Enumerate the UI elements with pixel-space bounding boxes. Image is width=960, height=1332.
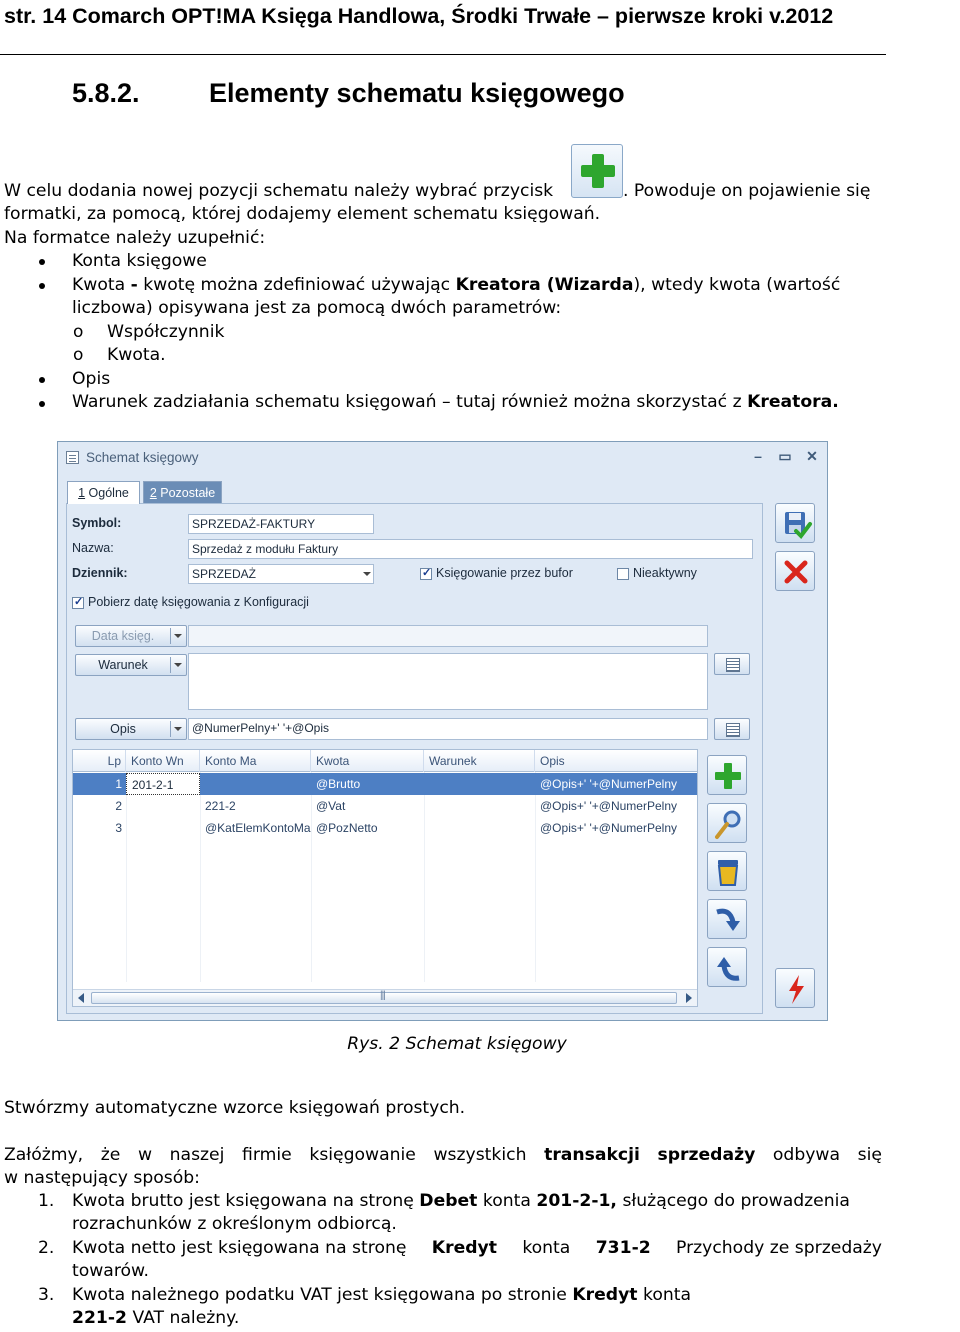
close-icon[interactable]: ✕ bbox=[806, 448, 818, 464]
intro-line2: formatki, za pomocą, której dodajemy element schematu księgowań. bbox=[4, 204, 601, 224]
cell-kwota[interactable]: @Vat bbox=[316, 799, 346, 813]
move-up-button[interactable] bbox=[707, 947, 747, 987]
lightning-icon bbox=[776, 969, 816, 1009]
cancel-button[interactable] bbox=[775, 551, 815, 591]
warunek-wizard-icon[interactable] bbox=[714, 653, 750, 675]
chevron-down-icon bbox=[174, 663, 182, 667]
plus-icon bbox=[708, 756, 748, 796]
delete-row-button[interactable] bbox=[707, 851, 747, 891]
scroll-thumb[interactable] bbox=[91, 992, 677, 1004]
body-p1: Stwórzmy automatyczne wzorce księgowań prostych. bbox=[4, 1098, 466, 1118]
symbol-label: Symbol: bbox=[72, 516, 122, 530]
bullet-opis: Opis bbox=[72, 369, 111, 389]
scroll-right-icon[interactable] bbox=[686, 993, 692, 1003]
sub-kwota: Kwota. bbox=[107, 345, 166, 365]
cell-kwota[interactable]: @PozNetto bbox=[316, 821, 378, 835]
cell-lp: 1 bbox=[115, 777, 122, 791]
save-icon bbox=[776, 504, 816, 544]
nieaktywny-checkbox[interactable] bbox=[617, 568, 629, 580]
list-item-3-line2: 221-2 VAT należny. bbox=[72, 1308, 240, 1328]
symbol-field[interactable]: SPRZEDAŻ-FAKTURY bbox=[188, 514, 374, 534]
table-row[interactable] bbox=[73, 773, 697, 795]
bullet-dot bbox=[39, 377, 45, 383]
section-number: 5.8.2. bbox=[72, 78, 140, 108]
minimize-icon[interactable]: – bbox=[754, 448, 762, 464]
list-number: 1. bbox=[38, 1191, 55, 1211]
bullet-warunek: Warunek zadziałania schematu księgowań – tutaj również można skorzystać z Kreatora. bbox=[72, 392, 839, 412]
window-title: Schemat księgowy bbox=[86, 450, 199, 465]
dziennik-select[interactable]: SPRZEDAŻ bbox=[188, 564, 374, 584]
bullet-dot bbox=[39, 259, 45, 265]
add-row-button[interactable] bbox=[707, 755, 747, 795]
bufor-label: Księgowanie przez bufor bbox=[436, 566, 573, 580]
trash-icon bbox=[708, 852, 748, 892]
list-item-3-line1: Kwota należnego podatku VAT jest księgowana po stronie Kredyt konta bbox=[72, 1285, 692, 1305]
cell-lp: 3 bbox=[115, 821, 122, 835]
chevron-down-icon bbox=[174, 634, 182, 638]
dziennik-label: Dziennik: bbox=[72, 566, 128, 580]
list-number: 3. bbox=[38, 1285, 55, 1305]
action-button[interactable] bbox=[775, 968, 815, 1008]
cell-opis[interactable]: @Opis+' '+@NumerPelny bbox=[540, 777, 677, 791]
col-warunek[interactable]: Warunek bbox=[424, 750, 535, 772]
tab-ogolne[interactable]: 1 Ogólne bbox=[67, 481, 140, 504]
scroll-left-icon[interactable] bbox=[78, 993, 84, 1003]
header-rule bbox=[0, 54, 886, 55]
cell-konto-wn[interactable]: 201-2-1 bbox=[126, 773, 200, 795]
grid-header bbox=[73, 750, 697, 772]
cell-lp: 2 bbox=[115, 799, 122, 813]
list-item-2-line2: towarów. bbox=[72, 1261, 149, 1281]
figure-caption: Rys. 2 Schemat księgowy bbox=[347, 1034, 567, 1054]
cell-warunek[interactable] bbox=[424, 795, 535, 817]
pobierz-date-label: Pobierz datę księgowania z Konfiguracji bbox=[88, 595, 309, 609]
intro-line1-b: . Powoduje on pojawienie się bbox=[623, 181, 871, 201]
add-button-inline-icon bbox=[571, 144, 623, 198]
bullet-dot bbox=[39, 283, 45, 289]
bullet-dot bbox=[39, 401, 45, 407]
cell-konto-ma[interactable]: @KatElemKontoMa bbox=[205, 821, 311, 835]
col-konto-wn[interactable]: Konto Wn bbox=[126, 750, 200, 772]
opis-field[interactable]: @NumerPelny+' '+@Opis bbox=[188, 718, 708, 740]
cell-opis[interactable]: @Opis+' '+@NumerPelny bbox=[540, 799, 677, 813]
nazwa-field[interactable]: Sprzedaż z modułu Faktury bbox=[188, 539, 753, 559]
sub-wspolczynnik: Współczynnik bbox=[107, 322, 225, 342]
col-kwota[interactable]: Kwota bbox=[311, 750, 424, 772]
horizontal-scrollbar[interactable] bbox=[73, 989, 697, 1006]
data-ksieg-button[interactable]: Data księg. bbox=[75, 625, 187, 647]
window-app-icon bbox=[66, 451, 79, 464]
sub-marker: o bbox=[73, 322, 84, 342]
chevron-down-icon bbox=[363, 572, 371, 576]
page-header: str. 14 Comarch OPT!MA Księga Handlowa, Środki Trwałe – pierwsze kroki v.2012 bbox=[4, 4, 834, 28]
save-button[interactable] bbox=[775, 503, 815, 543]
cell-opis[interactable]: @Opis+' '+@NumerPelny bbox=[540, 821, 677, 835]
cell-kwota[interactable]: @Brutto bbox=[316, 777, 361, 791]
window-titlebar bbox=[58, 442, 827, 473]
edit-row-button[interactable] bbox=[707, 803, 747, 843]
body-p2-line2: w następujący sposób: bbox=[4, 1168, 200, 1188]
pobierz-date-checkbox[interactable] bbox=[72, 597, 84, 609]
arrow-up-icon bbox=[708, 948, 748, 988]
nieaktywny-label: Nieaktywny bbox=[633, 566, 697, 580]
intro-line3: Na formatce należy uzupełnić: bbox=[4, 228, 266, 248]
col-konto-ma[interactable]: Konto Ma bbox=[200, 750, 311, 772]
list-item-1-line1: Kwota brutto jest księgowana na stronę Debet konta 201-2-1, służącego do prowadzenia bbox=[72, 1191, 850, 1211]
data-ksieg-field[interactable] bbox=[188, 625, 708, 647]
tab-pozostale[interactable]: 2 Pozostałe bbox=[143, 481, 222, 503]
body-p2-line1: Załóżmy, że w naszej firmie księgowanie wszystkich transakcji sprzedaży odbywa się bbox=[4, 1145, 882, 1165]
warunek-button[interactable]: Warunek bbox=[75, 654, 187, 676]
opis-wizard-icon[interactable] bbox=[714, 718, 750, 740]
intro-line1-a: W celu dodania nowej pozycji schematu należy wybrać przycisk bbox=[4, 181, 554, 201]
section-title: Elementy schematu księgowego bbox=[209, 78, 625, 108]
chevron-down-icon bbox=[174, 727, 182, 731]
bullet-kwota: Kwota - kwotę można zdefiniować używając Kreatora (Wizarda), wtedy kwota (wartość bbox=[72, 275, 841, 295]
cell-konto-wn[interactable] bbox=[126, 817, 200, 839]
cell-konto-wn[interactable] bbox=[126, 795, 200, 817]
list-item-1-line2: rozrachunków z określonym odbiorcą. bbox=[72, 1214, 397, 1234]
nazwa-label: Nazwa: bbox=[72, 541, 114, 555]
magnifier-icon bbox=[708, 804, 748, 844]
bufor-checkbox[interactable] bbox=[420, 568, 432, 580]
tab-panel-ogolne bbox=[66, 503, 763, 1014]
opis-button[interactable]: Opis bbox=[75, 718, 187, 740]
col-opis[interactable]: Opis bbox=[540, 754, 565, 768]
maximize-icon[interactable]: ▭ bbox=[778, 448, 792, 464]
table-row[interactable] bbox=[73, 817, 697, 839]
cell-konto-ma[interactable] bbox=[200, 773, 311, 795]
list-item-2-line1: Kwota netto jest księgowana na stronę Kredyt konta 731-2 Przychody ze sprzedaży bbox=[72, 1238, 882, 1258]
bullet-kwota-line2: liczbowa) opisywana jest za pomocą dwóch parametrów: bbox=[72, 298, 562, 318]
arrow-down-icon bbox=[708, 900, 748, 940]
sub-marker: o bbox=[73, 345, 84, 365]
cell-konto-ma[interactable]: 221-2 bbox=[205, 799, 236, 813]
close-x-icon bbox=[776, 552, 816, 592]
cell-warunek[interactable] bbox=[424, 817, 535, 839]
elements-grid[interactable] bbox=[72, 749, 698, 1007]
list-number: 2. bbox=[38, 1238, 55, 1258]
warunek-textarea[interactable] bbox=[188, 653, 708, 710]
table-row[interactable] bbox=[73, 795, 697, 817]
col-lp[interactable]: Lp bbox=[73, 750, 126, 772]
move-down-button[interactable] bbox=[707, 899, 747, 939]
bullet-konta: Konta księgowe bbox=[72, 251, 207, 271]
schemat-ksiegowy-window bbox=[57, 441, 828, 1021]
cell-warunek[interactable] bbox=[424, 773, 535, 795]
